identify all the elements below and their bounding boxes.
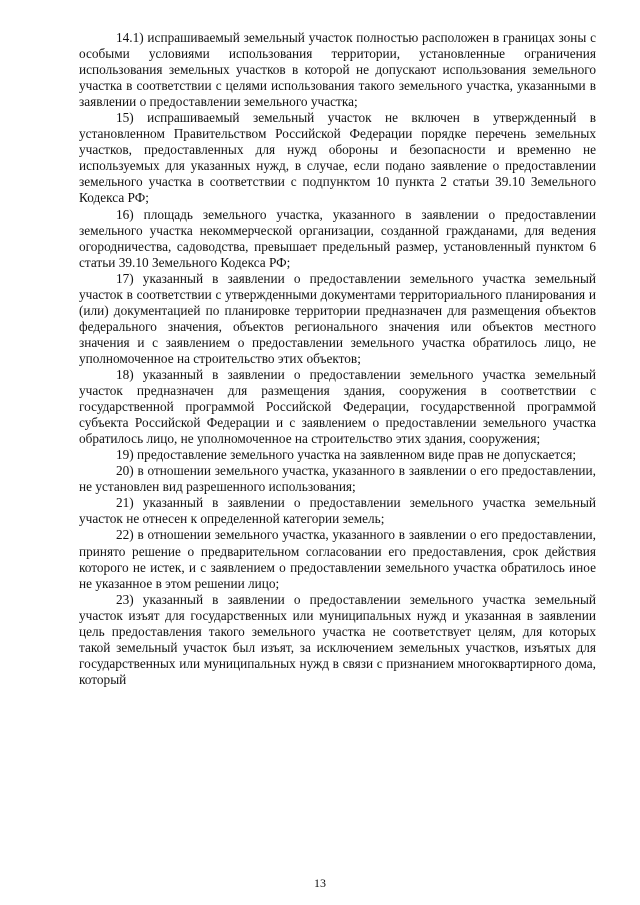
document-body <box>79 30 596 688</box>
paragraph-16: 16) площадь земельного участка, указанного в заявлении о предоставлении земельного участка некоммерческой организации, созданной гражданами, для ведения огородничества, садоводства, превышает предельный размер, установленный пунктом 6 статьи 39.10 Земельного Кодекса РФ; <box>79 206 596 270</box>
paragraph-23: 23) указанный в заявлении о предоставлении земельного участка земельный участок изъят для государственных или муниципальных нужд и указанная в заявлении цель предоставления такого земельного участка не соответствует целям, для которых такой земельный участок был изъят, за исключением земельных участков, изъятых для государственных или муниципальных нужд в связи с признанием многоквартирного дома, который <box>79 591 596 687</box>
paragraph-17: 17) указанный в заявлении о предоставлении земельного участка земельный участок в соответствии с утвержденными документами территориального планирования и (или) документацией по планировке территории предназначен для размещения объектов федерального значения, объектов регионального значения или объектов местного значения и с заявлением о предоставлении земельного участка обратилось лицо, не уполномоченное на строительство этих объектов; <box>79 270 596 366</box>
paragraph-19: 19) предоставление земельного участка на заявленном виде прав не допускается; <box>116 447 577 463</box>
paragraph-18: 18) указанный в заявлении о предоставлении земельного участка земельный участок предназначен для размещения здания, сооружения в соответствии с государственной программой Российской Федерации, государственной программой субъекта Российской Федерации и с заявлением о предоставлении земельного участка обратилось лицо, не уполномоченное на строительство этих здания, сооружения; <box>79 366 596 447</box>
paragraph-14-1: 14.1) испрашиваемый земельный участок полностью расположен в границах зоны с особыми условиями использования территории, установленные ограничения использования земельных участков в которой не допускают использования земельного участка в соответствии с целями использования такого земельного участка, указанными в заявлении о предоставлении земельного участка; <box>79 30 596 110</box>
paragraph-22: 22) в отношении земельного участка, указанного в заявлении о его предоставлении, принято решение о предварительном согласовании его предоставления, срок действия которого не истек, и с заявлением о предоставлении земельного участка обратилось иное не указанное в этом решении лицо; <box>79 527 596 591</box>
paragraph-21: 21) указанный в заявлении о предоставлении земельного участка земельный участок не отнесен к определенной категории земель; <box>79 495 596 527</box>
page-number: 13 <box>314 876 326 890</box>
paragraph-20: 20) в отношении земельного участка, указанного в заявлении о его предоставлении, не установлен вид разрешенного использования; <box>79 463 596 495</box>
paragraph-15: 15) испрашиваемый земельный участок не включен в утвержденный в установленном Правительством Российской Федерации порядке перечень земельных участков, предоставленных для нужд обороны и безопасности и временно не используемых для указанных нужд, в случае, если подано заявление о предоставлении земельного участка в соответствии с подпунктом 10 пункта 2 статьи 39.10 Земельного Кодекса РФ; <box>79 110 596 206</box>
